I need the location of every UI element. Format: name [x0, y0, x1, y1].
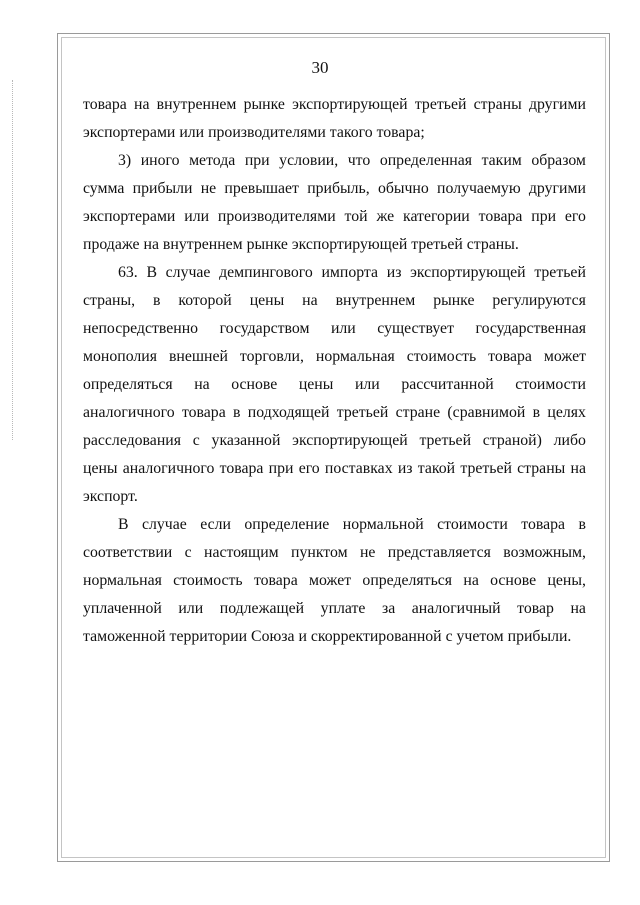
text-line — [83, 178, 586, 200]
text-line — [118, 514, 586, 536]
word: пунктом — [291, 544, 348, 561]
word: подходящей — [247, 404, 330, 421]
word: превышает — [224, 180, 299, 197]
word: настоящим — [204, 544, 279, 561]
word: либо — [553, 432, 586, 449]
word: третьей — [534, 264, 586, 281]
word: производителями — [217, 208, 336, 225]
word: на — [570, 600, 586, 617]
word: за — [381, 600, 396, 617]
word: с — [192, 432, 200, 449]
word: прибыль, — [307, 180, 370, 197]
word: другими — [528, 96, 586, 113]
word: расследования — [83, 432, 181, 449]
word: случае — [165, 264, 211, 281]
text-line — [83, 570, 586, 592]
word: 63. — [118, 264, 138, 281]
word: третьей — [460, 460, 512, 477]
word: В — [118, 516, 129, 533]
text-line — [83, 94, 586, 116]
text-line — [118, 150, 586, 172]
word: получаемую — [437, 180, 521, 197]
scan-edge-marks — [12, 80, 15, 440]
word: его — [298, 460, 320, 477]
word: государством — [219, 320, 310, 337]
word: если — [200, 516, 231, 533]
word: же — [376, 208, 395, 225]
word: стоимость — [406, 348, 477, 365]
word: внешней — [168, 348, 228, 365]
word: или — [354, 376, 380, 393]
word: аналогичного — [122, 460, 215, 477]
word: на — [133, 96, 150, 113]
text-line: экспорт. — [83, 488, 138, 505]
word: регулируются — [492, 292, 586, 309]
word: на — [570, 460, 586, 477]
word: или — [330, 320, 356, 337]
word: товара — [521, 516, 566, 533]
word: экспортирующей — [292, 96, 408, 113]
word: третьей — [414, 96, 467, 113]
word: монополия — [83, 348, 157, 365]
word: третьей — [336, 404, 389, 421]
word: страны — [473, 96, 522, 113]
word: цены — [298, 376, 334, 393]
word: возможным, — [503, 544, 586, 561]
word: основе — [231, 376, 278, 393]
word: товара — [83, 96, 127, 113]
word: экспортерами — [83, 208, 176, 225]
word: демпингового — [219, 264, 313, 281]
word: случае — [141, 516, 187, 533]
word: (сравнимой — [447, 404, 526, 421]
text-line — [83, 458, 586, 480]
page-number: 30 — [311, 58, 329, 77]
word: на — [194, 376, 210, 393]
text-line — [83, 598, 586, 620]
word: уплате — [320, 600, 366, 617]
text-line — [118, 262, 586, 284]
word: образом — [531, 152, 586, 169]
word: его — [564, 208, 586, 225]
word: товара — [219, 460, 264, 477]
word: что — [347, 152, 371, 169]
text-line — [83, 206, 586, 228]
text-line — [83, 346, 586, 368]
word: 3) — [118, 152, 132, 169]
word: при — [268, 460, 294, 477]
word: нормальной — [342, 516, 424, 533]
word: товара — [488, 348, 532, 365]
word: импорта — [321, 264, 379, 281]
word: рынке — [243, 96, 285, 113]
word: определяться — [362, 572, 453, 589]
word: определение — [244, 516, 330, 533]
word: не — [200, 180, 217, 197]
text-line — [83, 290, 586, 312]
text-line: таможенной территории Союза и скорректированной с учетом прибыли. — [83, 628, 572, 645]
word: В — [146, 264, 157, 281]
word: подлежащей — [219, 600, 305, 617]
word: такой — [417, 460, 456, 477]
word: стоимость — [173, 572, 243, 589]
word: аналогичного — [83, 404, 175, 421]
word: указанной — [211, 432, 281, 449]
word: экспортирующей — [410, 264, 526, 281]
word: цены, — [547, 572, 586, 589]
word: таким — [481, 152, 522, 169]
word: рынке — [433, 292, 475, 309]
text-line — [83, 318, 586, 340]
word: цены — [249, 292, 285, 309]
word: товара — [181, 404, 226, 421]
word: экспортирующей — [292, 432, 408, 449]
word: метода — [189, 152, 236, 169]
word: цены — [83, 460, 118, 477]
word: на — [463, 572, 479, 589]
word: из — [386, 264, 402, 281]
text-line — [83, 542, 586, 564]
word: другими — [528, 180, 586, 197]
word: при — [531, 208, 557, 225]
text-line — [83, 430, 586, 452]
word: сумма — [83, 180, 125, 197]
word: в — [233, 404, 241, 421]
word: товара — [253, 572, 298, 589]
word: не — [359, 544, 376, 561]
word: страной) — [482, 432, 542, 449]
word: государственная — [475, 320, 586, 337]
word: внутреннем — [335, 292, 416, 309]
word: рассчитанной — [401, 376, 494, 393]
word: уплаченной — [83, 600, 162, 617]
word: или — [178, 600, 204, 617]
word: прибыли — [132, 180, 193, 197]
word: поставках — [324, 460, 393, 477]
word: из — [397, 460, 413, 477]
word: категории — [403, 208, 470, 225]
word: или — [184, 208, 210, 225]
word: нормальная — [315, 348, 395, 365]
word: определенная — [379, 152, 473, 169]
text-line — [83, 374, 586, 396]
word: существует — [377, 320, 454, 337]
word: страны — [517, 460, 566, 477]
text-line: экспортерами или производителями такого товара; — [83, 124, 425, 141]
word: внутреннем — [156, 96, 237, 113]
word: аналогичный — [411, 600, 501, 617]
word: стоимости — [515, 376, 586, 393]
word: товара — [478, 208, 523, 225]
word: основе — [490, 572, 537, 589]
text-line — [83, 402, 586, 424]
word: которой — [178, 292, 232, 309]
word: условии, — [279, 152, 339, 169]
word: иного — [140, 152, 180, 169]
word: непосредственно — [83, 320, 199, 337]
word: товар — [517, 600, 554, 617]
word: той — [344, 208, 368, 225]
word: стране — [395, 404, 441, 421]
text-line: продаже на внутреннем рынке экспортирующей третьей страны. — [83, 236, 519, 253]
word: может — [309, 572, 352, 589]
word: третьей — [419, 432, 472, 449]
word: стоимости — [437, 516, 508, 533]
word: на — [302, 292, 318, 309]
word: в — [532, 404, 541, 421]
word: целях — [547, 404, 586, 421]
word: может — [543, 348, 586, 365]
word: нормальная — [83, 572, 162, 589]
word: в — [152, 292, 161, 309]
word: обычно — [377, 180, 429, 197]
word: соответствии — [83, 544, 173, 561]
word: торговли, — [239, 348, 304, 365]
word: определяться — [83, 376, 173, 393]
word: с — [184, 544, 192, 561]
word: при — [244, 152, 270, 169]
word: представляется — [387, 544, 491, 561]
word: в — [578, 516, 586, 533]
word: страны, — [83, 292, 136, 309]
